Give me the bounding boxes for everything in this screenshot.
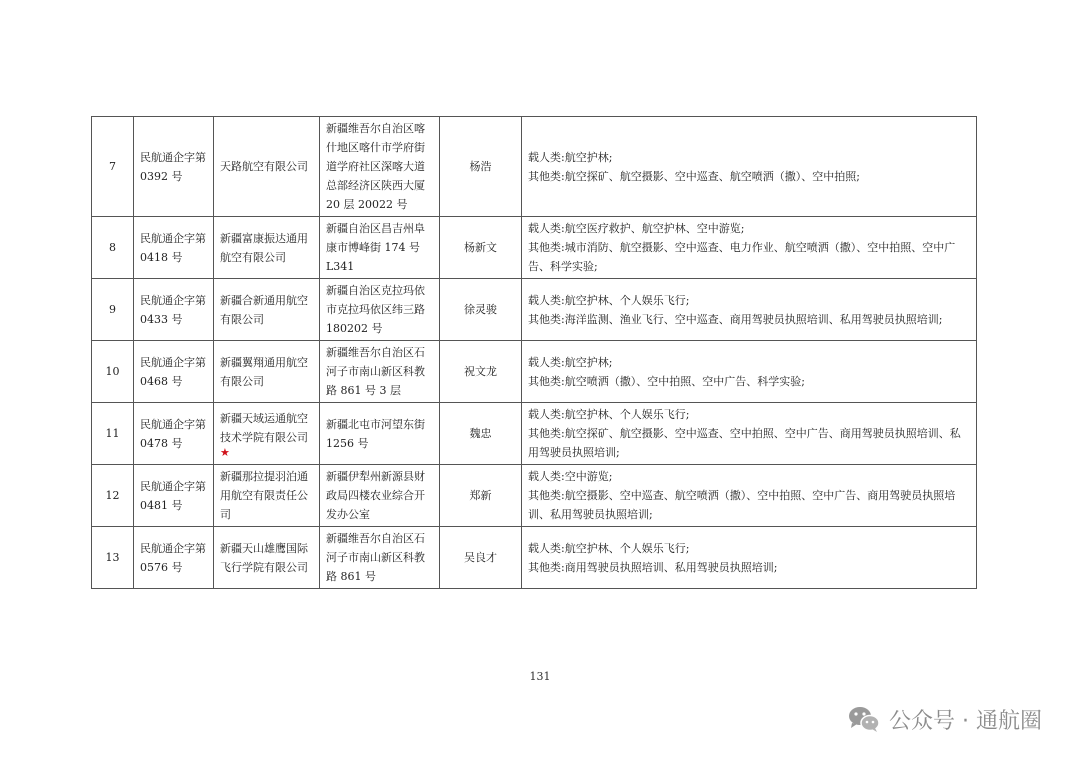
row-number: 11 — [92, 403, 134, 465]
business-scope — [522, 465, 977, 527]
address: 新疆维吾尔自治区喀什地区喀什市学府街道学府社区深喀大道总部经济区陕西大厦 20 层 20022 号 — [320, 117, 440, 217]
company-name: 天路航空有限公司 — [220, 160, 308, 173]
company-name-cell — [214, 217, 320, 279]
address: 新疆北屯市河望东街 1256 号 — [320, 403, 440, 465]
scope-line: 其他类:航空探矿、航空摄影、空中巡查、航空喷洒（撒）、空中拍照; — [528, 169, 860, 183]
license-number: 民航通企字第 0433 号 — [134, 279, 214, 341]
star-icon: ★ — [220, 445, 230, 459]
address: 新疆自治区昌吉州阜康市博峰街 174 号 L341 — [320, 217, 440, 279]
wechat-icon — [847, 704, 881, 734]
business-scope — [522, 341, 977, 403]
watermark-text: 公众号 · 通航圈 — [889, 708, 1042, 734]
company-name-cell — [214, 279, 320, 341]
legal-representative: 徐灵骏 — [440, 279, 522, 341]
aviation-company-table — [91, 116, 977, 589]
company-name: 新疆那拉提羽泊通用航空有限责任公司 — [220, 470, 308, 521]
legal-representative: 杨浩 — [440, 117, 522, 217]
address: 新疆自治区克拉玛依市克拉玛依区纬三路 180202 号 — [320, 279, 440, 341]
scope-line: 载人类:航空医疗救护、航空护林、空中游览; — [528, 222, 745, 235]
scope-line: 载人类:航空护林、个人娱乐飞行; — [528, 541, 690, 555]
scope-line: 载人类:航空护林、个人娱乐飞行; — [528, 293, 690, 307]
table-body — [92, 117, 977, 589]
scope-line: 其他类:航空喷洒（撒）、空中拍照、空中广告、科学实验; — [528, 374, 805, 388]
row-number: 10 — [92, 341, 134, 403]
business-scope — [522, 217, 977, 279]
legal-representative: 吴良才 — [440, 527, 522, 589]
scope-line: 载人类:航空护林; — [528, 150, 613, 164]
license-number: 民航通企字第 0418 号 — [134, 217, 214, 279]
address: 新疆伊犁州新源县财政局四楼农业综合开发办公室 — [320, 465, 440, 527]
table-row — [92, 279, 977, 341]
company-name: 新疆天域运通航空技术学院有限公司 — [220, 411, 308, 444]
legal-representative: 郑新 — [440, 465, 522, 527]
address: 新疆维吾尔自治区石河子市南山新区科教路 861 号 3 层 — [320, 341, 440, 403]
license-number: 民航通企字第 0478 号 — [134, 403, 214, 465]
table-row — [92, 217, 977, 279]
company-name-cell — [214, 465, 320, 527]
table-row — [92, 527, 977, 589]
legal-representative: 魏忠 — [440, 403, 522, 465]
business-scope — [522, 279, 977, 341]
company-name: 新疆富康振达通用航空有限公司 — [220, 231, 308, 264]
page-number: 131 — [529, 670, 551, 683]
row-number: 13 — [92, 527, 134, 589]
row-number: 8 — [92, 217, 134, 279]
company-name-cell — [214, 117, 320, 217]
table-row — [92, 117, 977, 217]
company-name: 新疆天山雄鹰国际飞行学院有限公司 — [220, 541, 308, 574]
scope-line: 载人类:航空护林、个人娱乐飞行; — [528, 408, 690, 421]
business-scope — [522, 527, 977, 589]
license-number: 民航通企字第 0481 号 — [134, 465, 214, 527]
license-number: 民航通企字第 0468 号 — [134, 341, 214, 403]
company-name-cell — [214, 527, 320, 589]
table-row — [92, 403, 977, 465]
license-number: 民航通企字第 0576 号 — [134, 527, 214, 589]
business-scope — [522, 403, 977, 465]
table-row — [92, 341, 977, 403]
row-number: 7 — [92, 117, 134, 217]
table-row — [92, 465, 977, 527]
license-number: 民航通企字第 0392 号 — [134, 117, 214, 217]
scope-line: 载人类:航空护林; — [528, 355, 613, 369]
scope-line: 其他类:航空探矿、航空摄影、空中巡查、空中拍照、空中广告、商用驾驶员执照培训、私用驾驶员执照培训; — [528, 427, 961, 459]
scope-line: 其他类:商用驾驶员执照培训、私用驾驶员执照培训; — [528, 560, 778, 574]
company-name: 新疆合新通用航空有限公司 — [220, 293, 308, 326]
address: 新疆维吾尔自治区石河子市南山新区科教路 861 号 — [320, 527, 440, 589]
scope-line: 其他类:海洋监测、渔业飞行、空中巡查、商用驾驶员执照培训、私用驾驶员执照培训; — [528, 312, 943, 326]
legal-representative: 杨新文 — [440, 217, 522, 279]
row-number: 12 — [92, 465, 134, 527]
scope-line: 载人类:空中游览; — [528, 470, 613, 483]
company-name: 新疆翼翔通用航空有限公司 — [220, 355, 308, 388]
business-scope — [522, 117, 977, 217]
company-name-cell — [214, 341, 320, 403]
scope-line: 其他类:航空摄影、空中巡查、航空喷洒（撒）、空中拍照、空中广告、商用驾驶员执照培训、私用驾驶员执照培训; — [528, 489, 956, 521]
scope-line: 其他类:城市消防、航空摄影、空中巡查、电力作业、航空喷洒（撒）、空中拍照、空中广告、科学实验; — [528, 241, 956, 273]
watermark — [847, 703, 1042, 735]
row-number: 9 — [92, 279, 134, 341]
legal-representative: 祝文龙 — [440, 341, 522, 403]
company-name-cell — [214, 403, 320, 465]
